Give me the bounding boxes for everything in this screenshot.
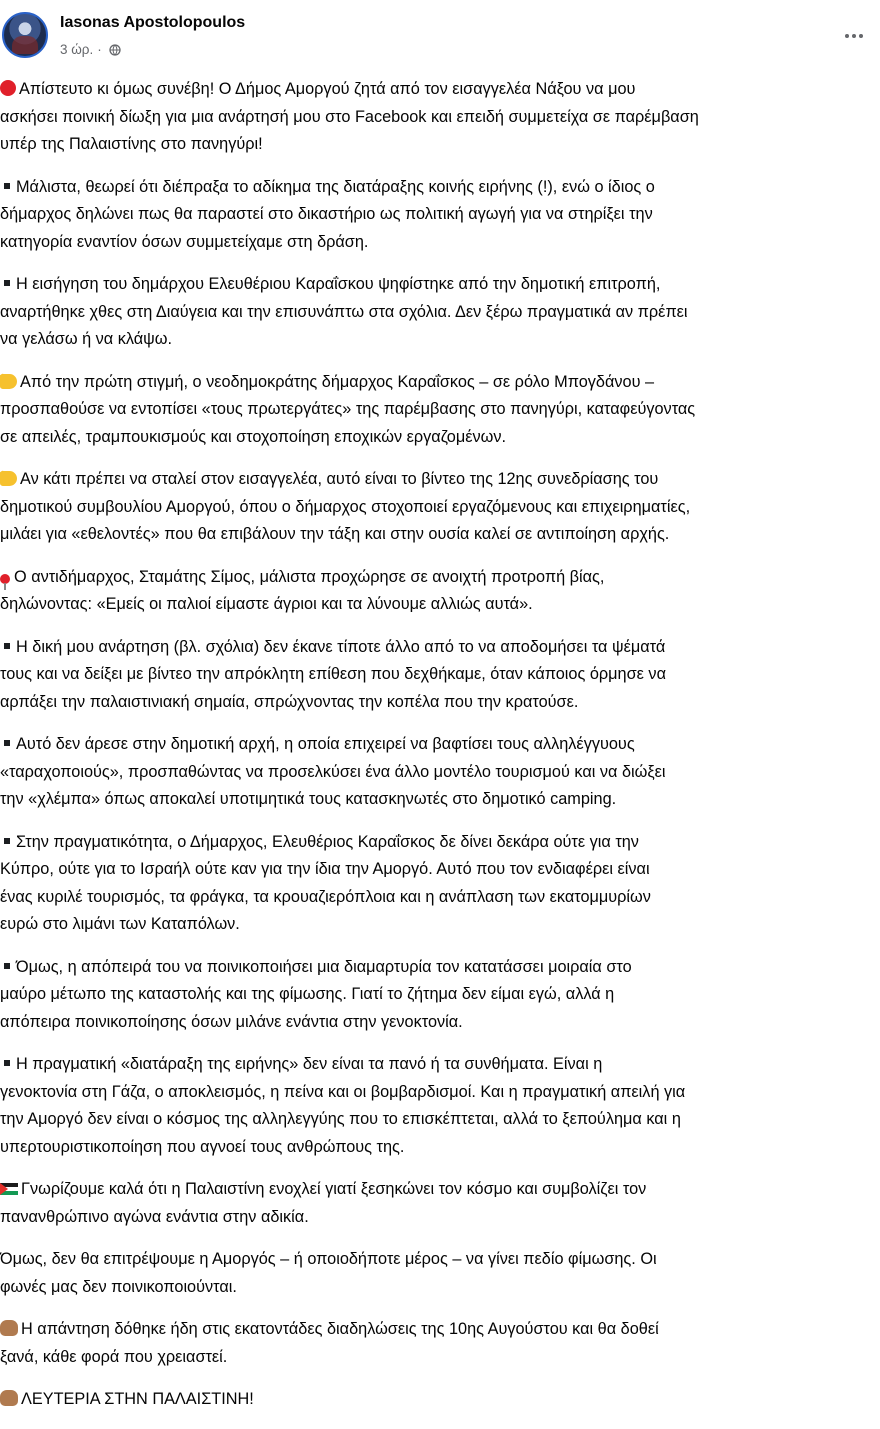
paragraph-9: Στην πραγματικότητα, ο Δήμαρχος, Ελευθέριος Καραΐσκος δε δίνει δεκάρα ούτε για την Κύπρο, ούτε για το Ισραήλ ούτε καν για την ίδια την Αμοργό. Αυτό που τον ενδιαφέρει είναι ένας κυριλέ τουρισμός, τα φράγκα, τα κρουαζιερόπλοια και η ανάπλαση των εκατομμυρίων ευρώ στο λιμάνι των Καταπόλων. bbox=[0, 832, 651, 933]
author-name[interactable]: Iasonas Apostolopoulos bbox=[60, 14, 246, 31]
fist-icon bbox=[0, 1320, 18, 1336]
post-time[interactable]: 3 ώρ. bbox=[60, 42, 94, 57]
paragraph-12: Γνωρίζουμε καλά ότι η Παλαιστίνη ενοχλεί γιατί ξεσηκώνει τον κόσμο και συμβολίζει τον πανανθρώπινο αγώνα ενάντια στην αδικία. bbox=[0, 1180, 647, 1226]
paragraph-13: Όμως, δεν θα επιτρέψουμε η Αμοργός – ή οποιοδήποτε μέρος – να γίνει πεδίο φίμωσης. Οι φωνές μας δεν ποινικοποιούνται. bbox=[0, 1250, 657, 1296]
pin-icon bbox=[0, 574, 10, 584]
red-circle-icon bbox=[0, 80, 16, 96]
pointing-hand-icon bbox=[0, 374, 17, 389]
black-square-icon bbox=[4, 963, 10, 969]
more-options-button[interactable] bbox=[836, 22, 872, 50]
paragraph-7: Η δική μου ανάρτηση (βλ. σχόλια) δεν έκανε τίποτε άλλο από το να αποδομήσει τα ψέματά τους και να δείξει με βίντεο την απρόκλητη επίθεση που δεχθήκαμε, όταν κάποιος όρμησε να αρπάξει την παλαιστινιακή σημαία, σπρώχνοντας την κοπέλα που την κρατούσε. bbox=[0, 637, 666, 711]
paragraph-3: Η εισήγηση του δημάρχου Ελευθέριου Καραΐσκου ψηφίστηκε από την δημοτική επιτροπή, αναρτήθηκε χθες στη Διαύγεια και την επισυνάπτω στα σχόλια. Δεν ξέρω πραγματικά αν πρέπει να γελάσω ή να κλάψω. bbox=[0, 275, 688, 348]
black-square-icon bbox=[4, 838, 10, 844]
post-body bbox=[0, 76, 880, 1429]
post-meta bbox=[60, 42, 121, 57]
paragraph-8: Αυτό δεν άρεσε στην δημοτική αρχή, η οποία επιχειρεί να βαφτίσει τους αλληλέγγυους «ταραχοποιούς», προσπαθώντας να προσελκύσει ένα άλλο μοντέλο τουρισμού και να διώξει την «χλέμπα» όπως αποκαλεί υποτιμητικά τους κατασκηνωτές στο δημοτικό camping. bbox=[0, 735, 666, 808]
paragraph-1: Απίστευτο κι όμως συνέβη! Ο Δήμος Αμοργού ζητά από τον εισαγγελέα Νάξου να μου ασκήσει ποινική δίωξη για μια ανάρτησή μου στο Facebook και επειδή συμμετείχα σε παρέμβαση υπέρ της Παλαιστίνης στο πανηγύρι! bbox=[0, 80, 699, 153]
black-square-icon bbox=[4, 643, 10, 649]
more-icon bbox=[845, 34, 863, 38]
paragraph-4: Από την πρώτη στιγμή, ο νεοδημοκράτης δήμαρχος Καραΐσκος – σε ρόλο Μπογδάνου – προσπαθούσε να εντοπίσει «τους πρωτεργάτες» της παρέμβασης στο πανηγύρι, καταφεύγοντας σε απειλές, τραμπουκισμούς και στοχοποίηση εποχικών εργαζομένων. bbox=[0, 372, 696, 446]
paragraph-10: Όμως, η απόπειρά του να ποινικοποιήσει μια διαμαρτυρία τον κατατάσσει μοιραία στο μαύρο μέτωπο της καταστολής και της φίμωσης. Γιατί το ζήτημα δεν είμαι εγώ, αλλά η απόπειρα ποινικοποίησης όσων μιλάνε ενάντια στην γενοκτονία. bbox=[0, 957, 632, 1031]
black-square-icon bbox=[4, 280, 10, 286]
black-square-icon bbox=[4, 1060, 10, 1066]
post-header bbox=[0, 0, 880, 72]
black-square-icon bbox=[4, 740, 10, 746]
avatar[interactable] bbox=[2, 12, 48, 58]
paragraph-15: ΛΕΥΤΕΡΙΑ ΣΤΗΝ ΠΑΛΑΙΣΤΙΝΗ! bbox=[0, 1386, 880, 1414]
palestine-flag-icon bbox=[0, 1183, 18, 1195]
paragraph-6: Ο αντιδήμαρχος, Σταμάτης Σίμος, μάλιστα προχώρησε σε ανοιχτή προτροπή βίας, δηλώνοντας: «Εμείς οι παλιοί είμαστε άγριοι και τα λύνουμε αλλιώς αυτά». bbox=[0, 567, 605, 613]
paragraph-2: Μάλιστα, θεωρεί ότι διέπραξα το αδίκημα της διατάραξης κοινής ειρήνης (!), ενώ ο ίδιος ο δήμαρχος δηλώνει πως θα παραστεί στο δικαστήριο ως πολιτική αγωγή για να στηρίξει την κατηγορία εναντίον όσων συμμετείχαμε στη δράση. bbox=[0, 177, 655, 251]
paragraph-11: Η πραγματική «διατάραξη της ειρήνης» δεν είναι τα πανό ή τα συνθήματα. Είναι η γενοκτονία στη Γάζα, ο αποκλεισμός, η πείνα και οι βομβαρδισμοί. Και η πραγματική απειλή για την Αμοργό δεν είναι ο κόσμος της αλληλεγγύης που το επισκέπτεται, αλλά το ξεπούλημα και η υπερτουριστικοποίηση που αγνοεί τους ανθρώπους της. bbox=[0, 1055, 686, 1156]
paragraph-14: Η απάντηση δόθηκε ήδη στις εκατοντάδες διαδηλώσεις της 10ης Αυγούστου και θα δοθεί ξανά, κάθε φορά που χρειαστεί. bbox=[0, 1320, 659, 1366]
fist-icon bbox=[0, 1390, 18, 1406]
black-square-icon bbox=[4, 183, 10, 189]
globe-icon[interactable] bbox=[109, 44, 121, 56]
pointing-hand-icon bbox=[0, 471, 17, 486]
paragraph-5: Αν κάτι πρέπει να σταλεί στον εισαγγελέα, αυτό είναι το βίντεο της 12ης συνεδρίασης του δημοτικού συμβουλίου Αμοργού, όπου ο δήμαρχος στοχοποιεί εργαζόμενους και επιχειρηματίες, μιλάει για «εθελοντές» που θα επιβάλουν την τάξη και στην ουσία καλεί σε αντιποίηση αρχής. bbox=[0, 470, 691, 543]
meta-separator: · bbox=[97, 42, 102, 57]
